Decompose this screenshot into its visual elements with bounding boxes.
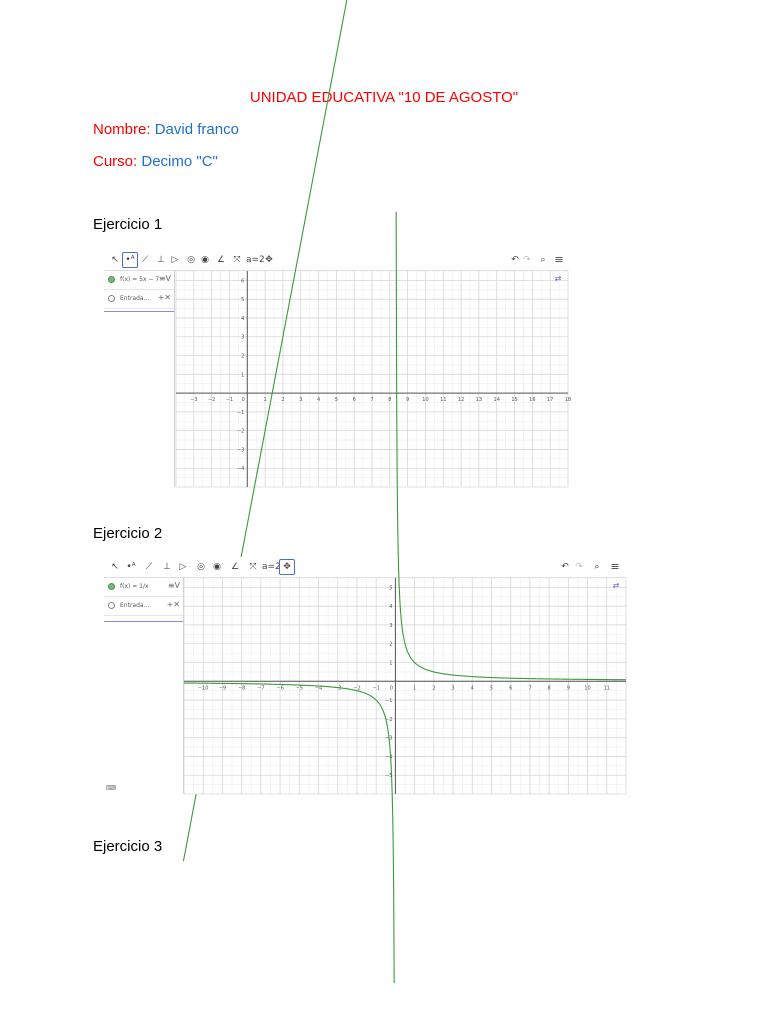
exercise-2-label: Ejercicio 2 — [93, 525, 163, 542]
point-tool-icon[interactable]: •ᴬ — [126, 562, 136, 572]
x-tick-label: 8 — [388, 397, 392, 404]
x-tick-label: 7 — [370, 397, 374, 404]
algebra-function-row[interactable] — [104, 578, 183, 597]
search-icon[interactable]: ⌕ — [540, 255, 546, 265]
circle-points-tool-icon[interactable]: ◉ — [201, 255, 209, 265]
menu-icon[interactable]: ≡ — [554, 253, 564, 266]
x-tick-label: 13 — [475, 397, 483, 404]
move-view-tool-icon[interactable]: ✥ — [279, 559, 295, 575]
x-tick-label: 6 — [509, 685, 513, 692]
circle-tool-icon[interactable]: ◎ — [187, 255, 195, 265]
y-tick-label: 4 — [389, 604, 393, 611]
algebra-view — [104, 578, 184, 794]
y-tick-label: −3 — [236, 447, 245, 454]
y-tick-label: 3 — [389, 622, 393, 629]
help-icon[interactable] — [108, 602, 115, 609]
y-tick-label: 2 — [389, 641, 393, 648]
y-tick-label: 4 — [241, 315, 245, 322]
x-tick-label: 1 — [263, 397, 267, 404]
x-tick-label: −7 — [257, 685, 265, 692]
x-tick-label: 10 — [584, 685, 591, 692]
circle-tool-icon[interactable]: ◎ — [197, 562, 205, 572]
x-tick-label: 3 — [299, 397, 303, 404]
polygon-tool-icon[interactable]: ▷ — [171, 255, 179, 265]
angle-tool-icon[interactable]: ∠ — [230, 562, 240, 572]
x-tick-label: 0 — [389, 685, 393, 692]
point-tool-icon[interactable]: •ᴬ — [122, 252, 138, 268]
more-options-icon[interactable]: ≡V — [167, 581, 180, 590]
reflect-tool-icon[interactable]: ⤧ — [249, 562, 257, 572]
x-tick-label: −9 — [218, 685, 227, 692]
geogebra-toolbar — [104, 250, 568, 271]
y-tick-label: −1 — [236, 409, 245, 416]
y-tick-label: 6 — [241, 278, 245, 285]
x-tick-label: −1 — [225, 397, 234, 404]
redo-icon[interactable]: ↷ — [523, 255, 531, 265]
slider-tool-icon[interactable]: a=2 — [262, 562, 281, 572]
x-tick-label: 1 — [413, 685, 417, 692]
x-tick-label: 2 — [432, 685, 436, 692]
perpendicular-tool-icon[interactable]: ⊥ — [157, 255, 165, 265]
y-tick-label: −3 — [385, 735, 393, 742]
algebra-input[interactable]: Entrada... — [120, 602, 150, 609]
x-tick-label: 4 — [470, 685, 474, 692]
perpendicular-tool-icon[interactable]: ⊥ — [163, 562, 171, 572]
y-tick-label: 1 — [241, 372, 245, 379]
x-tick-label: 14 — [493, 397, 500, 404]
course-line — [93, 153, 218, 170]
name-value: David franco — [154, 121, 239, 138]
x-tick-label: 17 — [546, 397, 554, 404]
input-underline — [104, 311, 174, 312]
visibility-toggle-icon[interactable] — [108, 583, 115, 590]
x-tick-label: −2 — [207, 397, 216, 404]
reflect-tool-icon[interactable]: ⤧ — [233, 255, 241, 265]
graphics-settings-icon[interactable]: ⇄ — [612, 581, 620, 590]
add-close-icon[interactable]: +✕ — [166, 600, 180, 609]
graphics-view-1[interactable] — [176, 271, 572, 487]
help-icon[interactable] — [108, 295, 115, 302]
y-tick-label: −5 — [385, 773, 393, 780]
y-tick-label: −1 — [385, 698, 393, 705]
redo-icon[interactable]: ↷ — [575, 562, 583, 572]
x-tick-label: −5 — [295, 685, 303, 692]
polygon-tool-icon[interactable]: ▷ — [179, 562, 187, 572]
x-tick-label: 2 — [281, 397, 285, 404]
x-tick-label: 6 — [352, 397, 356, 404]
y-tick-label: −4 — [385, 754, 393, 761]
add-close-icon[interactable]: +✕ — [157, 293, 171, 302]
exercise-1-label: Ejercicio 1 — [93, 216, 163, 233]
geogebra-toolbar — [104, 557, 626, 578]
input-underline — [104, 621, 183, 622]
course-label: Curso: — [93, 153, 138, 170]
geogebra-screenshot-1 — [104, 250, 572, 487]
x-tick-label: 12 — [457, 397, 465, 404]
x-tick-label: −6 — [276, 685, 284, 692]
y-tick-label: 1 — [389, 660, 393, 667]
x-tick-label: −4 — [314, 685, 323, 692]
y-tick-label: 5 — [241, 297, 245, 304]
line-tool-icon[interactable]: ⟋ — [141, 255, 149, 265]
geogebra-screenshot-2 — [104, 557, 626, 794]
undo-icon[interactable]: ↶ — [561, 562, 569, 572]
x-tick-label: 0 — [241, 397, 245, 404]
x-tick-label: 5 — [489, 685, 494, 692]
x-tick-label: 9 — [566, 685, 570, 692]
x-tick-label: 8 — [547, 685, 551, 692]
algebra-input[interactable]: Entrada... — [120, 295, 150, 302]
y-tick-label: 5 — [389, 585, 393, 592]
keyboard-icon[interactable]: ⌨ — [106, 784, 117, 792]
move-view-tool-icon[interactable]: ✥ — [265, 255, 273, 265]
course-value: Decimo "C" — [141, 153, 218, 170]
x-tick-label: 9 — [406, 397, 410, 404]
more-options-icon[interactable]: ≡V — [158, 274, 171, 283]
x-tick-label: 16 — [529, 397, 536, 404]
function-expression: f(x) = 1/x — [120, 583, 149, 590]
x-tick-label: −8 — [237, 685, 246, 692]
slider-tool-icon[interactable]: a=2 — [246, 255, 265, 265]
y-tick-label: −2 — [385, 716, 393, 723]
menu-icon[interactable]: ≡ — [610, 560, 620, 573]
function-expression: f(x) = 5x − 7 — [120, 276, 160, 283]
name-line — [93, 121, 239, 138]
circle-points-tool-icon[interactable]: ◉ — [213, 562, 221, 572]
x-tick-label: 10 — [422, 397, 429, 404]
exercise-3-label: Ejercicio 3 — [93, 838, 163, 855]
algebra-input-row[interactable] — [104, 597, 183, 616]
x-tick-label: 15 — [511, 397, 518, 404]
visibility-toggle-icon[interactable] — [108, 276, 115, 283]
x-tick-label: −1 — [372, 685, 380, 692]
y-tick-label: −2 — [236, 428, 245, 435]
name-label: Nombre: — [93, 121, 151, 138]
angle-tool-icon[interactable]: ∠ — [216, 255, 226, 265]
undo-icon[interactable]: ↶ — [511, 255, 519, 265]
move-tool-icon[interactable]: ↖ — [111, 255, 119, 265]
x-tick-label: −3 — [190, 397, 198, 404]
graphics-view-2[interactable] — [184, 578, 626, 794]
y-tick-label: 2 — [241, 353, 245, 360]
graphics-settings-icon[interactable]: ⇄ — [554, 274, 562, 283]
y-tick-label: −4 — [236, 466, 245, 473]
x-tick-label: 7 — [528, 685, 532, 692]
x-tick-label: −2 — [353, 685, 361, 692]
document-title: UNIDAD EDUCATIVA "10 DE AGOSTO" — [249, 89, 519, 106]
x-tick-label: 11 — [603, 685, 610, 692]
line-tool-icon[interactable]: ⟋ — [145, 562, 153, 572]
algebra-input-row[interactable] — [104, 290, 174, 309]
algebra-function-row[interactable] — [104, 271, 174, 290]
y-tick-label: 3 — [241, 334, 245, 341]
x-tick-label: 3 — [451, 685, 455, 692]
x-tick-label: −3 — [334, 685, 342, 692]
move-tool-icon[interactable]: ↖ — [111, 562, 119, 572]
search-icon[interactable]: ⌕ — [594, 562, 600, 572]
x-tick-label: 18 — [564, 397, 572, 404]
x-tick-label: 11 — [440, 397, 447, 404]
x-tick-label: 5 — [334, 397, 338, 404]
x-tick-label: 4 — [316, 397, 321, 404]
x-tick-label: −10 — [197, 685, 209, 692]
algebra-view — [104, 271, 175, 487]
